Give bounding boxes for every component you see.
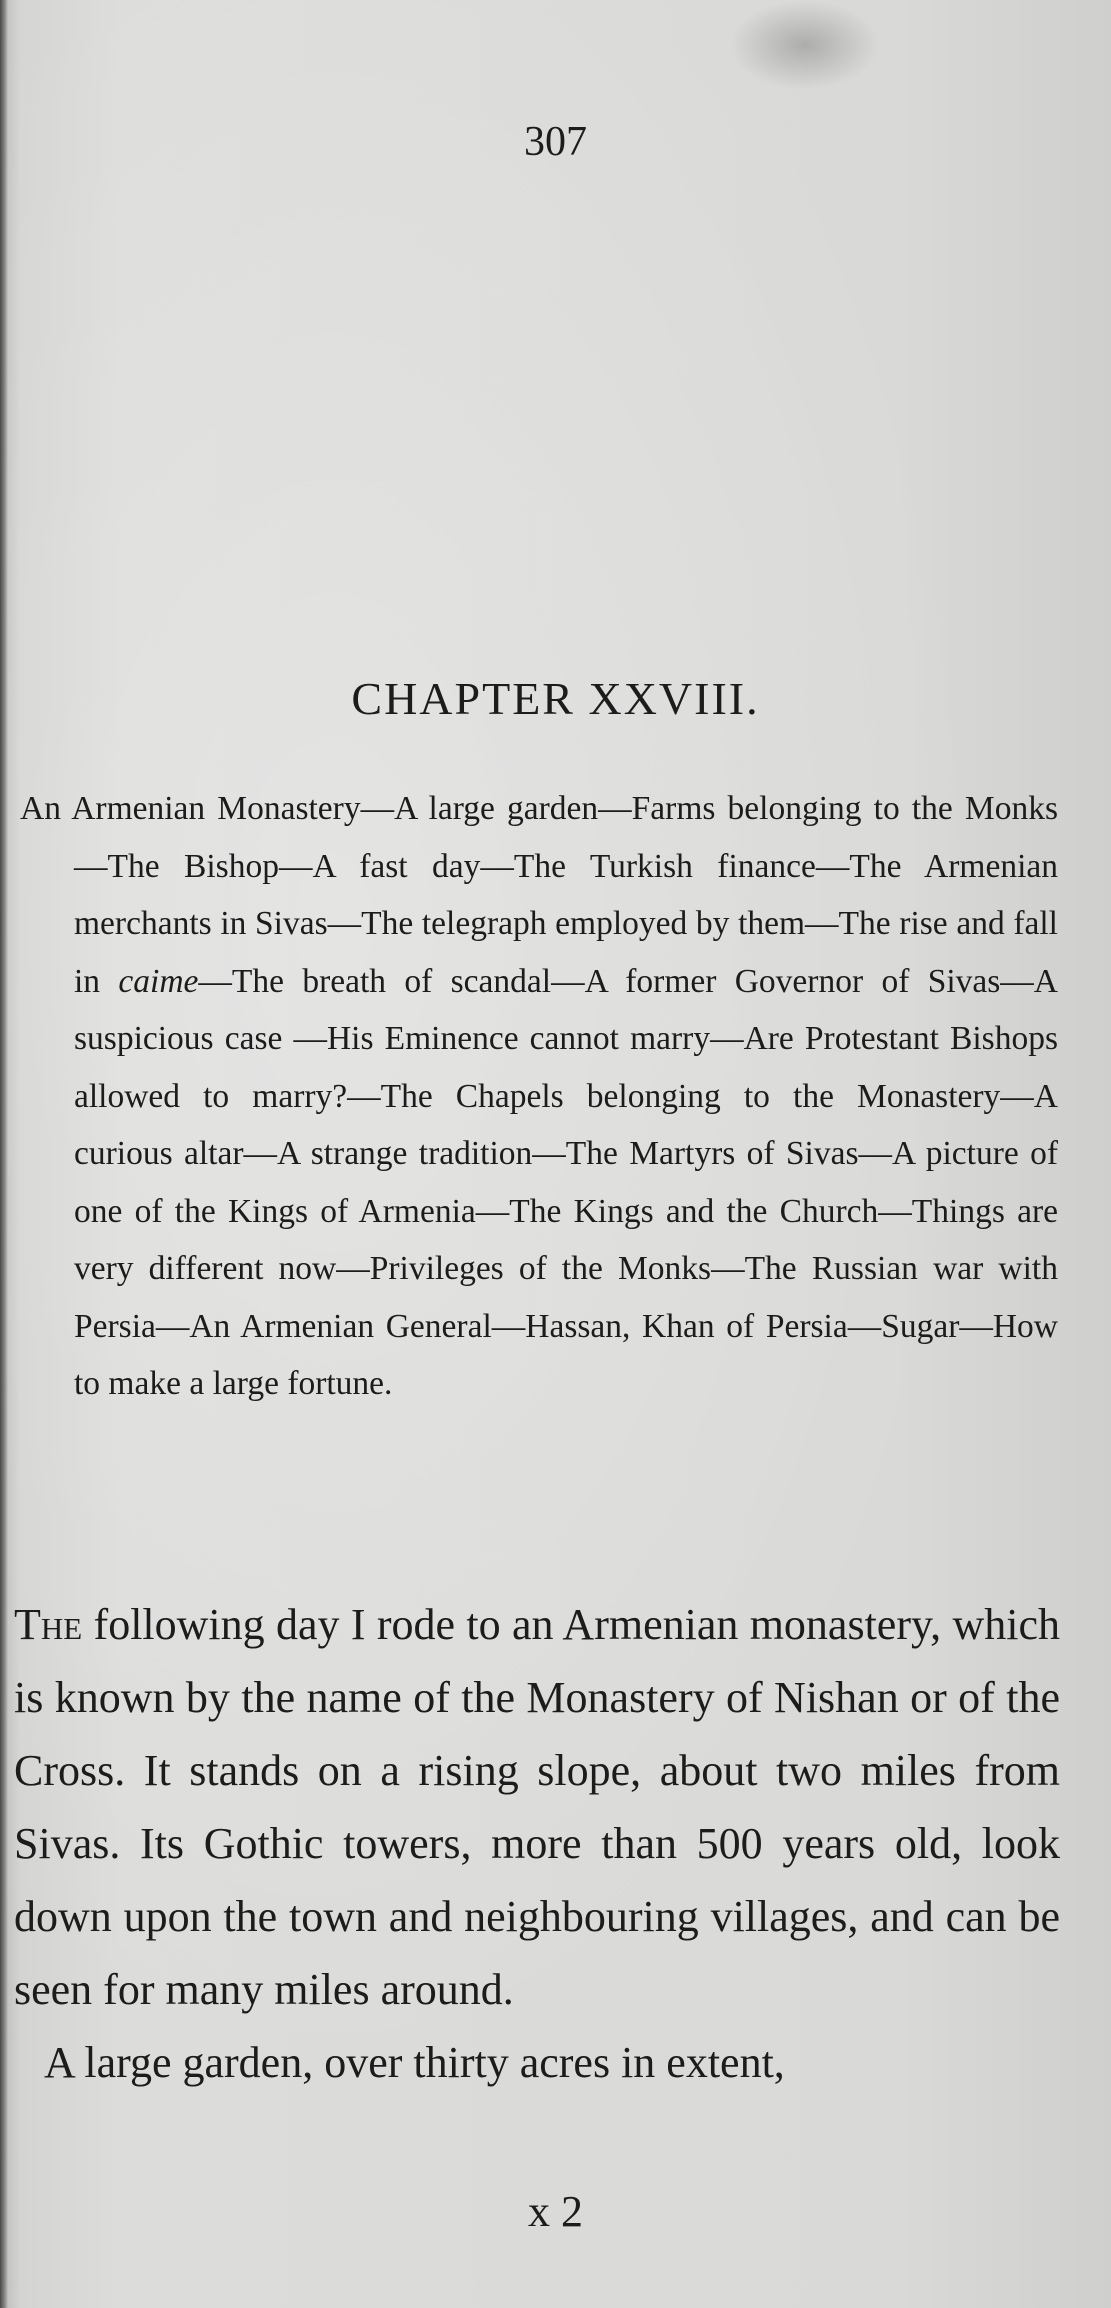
paragraph-1-text: following day I rode to an Armenian monastery, which is known by the name of the Monastery of Nishan or of the Cross. It stands on a rising slope, about two miles from Sivas. Its Gothic towers, more than 500 years old, look down upon the town and neighbouring villages, and can be seen for many miles around. — [14, 1600, 1060, 2014]
body-text — [14, 1588, 1060, 2099]
book-spine-shadow — [0, 0, 8, 2308]
chapter-summary-part-2: —The breath of scandal—A former Governor of Sivas—A suspicious case —His Eminence cannot marry—Are Protestant Bishops allowed to marry?—The Chapels belonging to the Monastery—A curious altar—A strange tradition—The Martyrs of Sivas—A picture of one of the Kings of Armenia—The Kings and the Church—Things are very different now—Privileges of the Monks—The Russian war with Persia—An Armenian General—Hassan, Khan of Persia—Sugar—How to make a large fortune. — [74, 962, 1058, 1402]
paragraph-lead-word: The — [14, 1600, 83, 1649]
chapter-summary-part-1: An Armenian Monastery—A large garden—Farms belonging to the Monks—The Bishop—A fast day—The Turkish finance—The Armenian merchants in Sivas—The telegraph employed by them—The rise and fall in — [20, 790, 1058, 1000]
paragraph-1 — [14, 1588, 1060, 2026]
chapter-summary — [20, 780, 1058, 1413]
page-number: 307 — [524, 119, 587, 165]
ink-smudge — [730, 0, 880, 90]
paragraph-2: A large garden, over thirty acres in extent, — [44, 2038, 785, 2087]
chapter-summary-italic-term: caime — [118, 962, 199, 1000]
chapter-title: CHAPTER XXVIII. — [351, 673, 760, 724]
signature-mark: x 2 — [528, 2187, 583, 2236]
